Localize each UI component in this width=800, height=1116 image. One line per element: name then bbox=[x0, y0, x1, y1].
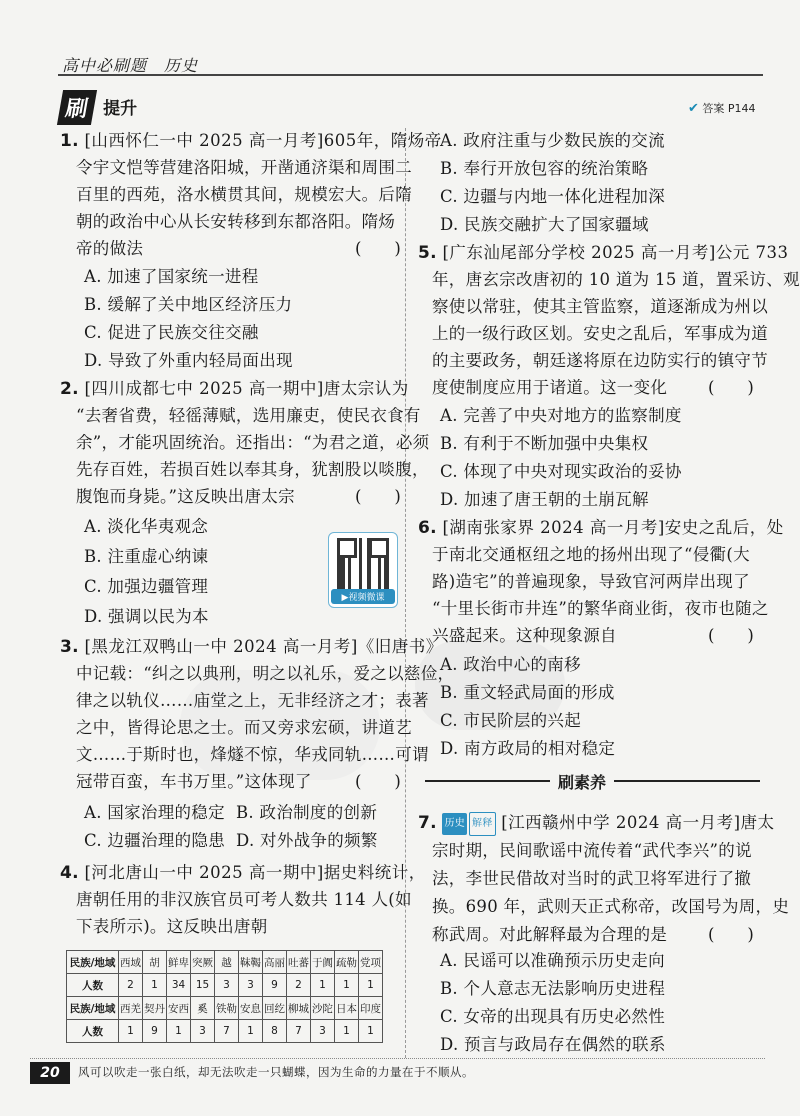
table-row bbox=[67, 1020, 383, 1043]
answer-page: 答案 P144 bbox=[702, 102, 756, 115]
table-cell: 回纥 bbox=[263, 997, 287, 1020]
question-number: 2. bbox=[60, 379, 79, 399]
table-cell: 党项 bbox=[359, 951, 383, 974]
table-cell: 西域 bbox=[119, 951, 143, 974]
answer-blank[interactable]: ( ) bbox=[708, 925, 754, 944]
option-a[interactable]: A. 完善了中央对地方的监察制度 bbox=[440, 406, 682, 425]
q3-line: 3. [黑龙江双鸭山一中 2024 高一月考]《旧唐书》 bbox=[60, 637, 443, 657]
question-number: 1. bbox=[60, 131, 79, 151]
footer-motto: 风可以吹走一张白纸，却无法吹走一只蝴蝶，因为生命的力量在于不顺从。 bbox=[78, 1065, 474, 1079]
q6-line: “十里长街市井连”的繁华商业街，夜市也随之 bbox=[432, 599, 769, 618]
table-cell: 1 bbox=[359, 1020, 383, 1043]
q5-line: 的主要政务，朝廷遂将原在边防实行的镇守节 bbox=[432, 351, 768, 370]
q5-line: 5. [广东汕尾部分学校 2025 高一月考]公元 733 bbox=[418, 243, 789, 263]
table-cell: 于阗 bbox=[311, 951, 335, 974]
answer-blank[interactable]: ( ) bbox=[355, 772, 401, 791]
running-header bbox=[58, 50, 763, 76]
table-cell: 9 bbox=[263, 974, 287, 997]
table-cell: 2 bbox=[119, 974, 143, 997]
option-b[interactable]: B. 注重虚心纳谏 bbox=[84, 547, 209, 566]
table-cell: 柳城 bbox=[287, 997, 311, 1020]
answer-blank[interactable]: ( ) bbox=[708, 626, 754, 645]
table-cell: 铁勒 bbox=[215, 997, 239, 1020]
history-tag: 历史 bbox=[442, 813, 467, 835]
q2-line: 先存百姓，若损百姓以奉其身，犹割股以啖腹， bbox=[76, 460, 429, 479]
table-header-cell: 人数 bbox=[67, 974, 119, 997]
table-cell: 8 bbox=[263, 1020, 287, 1043]
q6-line: 6. [湖南张家界 2024 高一月考]安史之乱后，处 bbox=[418, 518, 784, 538]
table-cell: 1 bbox=[335, 974, 359, 997]
table-cell: 西羌 bbox=[119, 997, 143, 1020]
q7-line: 法，李世民借故对当时的武卫将军进行了撤 bbox=[432, 869, 752, 888]
table-cell: 奚 bbox=[191, 997, 215, 1020]
option-c[interactable]: C. 市民阶层的兴起 bbox=[440, 711, 582, 730]
logo-subtitle: 提升 bbox=[103, 99, 138, 119]
option-d[interactable]: D. 南方政局的相对稳定 bbox=[440, 739, 616, 758]
question-number: 5. bbox=[418, 243, 437, 263]
table-cell: 1 bbox=[143, 974, 167, 997]
option-a[interactable]: A. 加速了国家统一进程 bbox=[84, 267, 259, 286]
option-b[interactable]: B. 个人意志无法影响历史进程 bbox=[440, 979, 666, 998]
q5-line: 年，唐玄宗改唐初的 10 道为 15 道，置采访、观 bbox=[432, 270, 800, 289]
q2-line: 2. [四川成都七中 2025 高一期中]唐太宗认为 bbox=[60, 379, 409, 399]
q4-line: 4. [河北唐山一中 2025 高一期中]据史料统计， bbox=[60, 863, 426, 883]
question-number: 6. bbox=[418, 518, 437, 538]
question-number: 4. bbox=[60, 863, 79, 883]
table-cell: 2 bbox=[287, 974, 311, 997]
table-header-cell: 人数 bbox=[67, 1020, 119, 1043]
q6-line: 于南北交通枢纽之地的扬州出现了“侵衢(大 bbox=[432, 545, 750, 564]
option-c[interactable]: C. 女帝的出现具有历史必然性 bbox=[440, 1007, 666, 1026]
table-cell: 9 bbox=[143, 1020, 167, 1043]
video-lesson-label: ▶视频微课 bbox=[331, 589, 395, 604]
option-b[interactable]: B. 有利于不断加强中央集权 bbox=[440, 434, 649, 453]
option-c[interactable]: C. 边疆治理的隐患 bbox=[84, 831, 226, 850]
table-cell: 胡 bbox=[143, 951, 167, 974]
table-header-cell: 民族/地域 bbox=[67, 951, 119, 974]
ethnic-officials-table bbox=[66, 950, 383, 1043]
option-c[interactable]: C. 加强边疆管理 bbox=[84, 577, 209, 596]
q1-line: 令宇文恺等营建洛阳城，开凿通济渠和周围二 bbox=[76, 158, 412, 177]
option-d[interactable]: D. 加速了唐王朝的土崩瓦解 bbox=[440, 490, 649, 509]
answer-reference bbox=[688, 100, 756, 116]
option-c[interactable]: C. 边疆与内地一体化进程加深 bbox=[440, 187, 666, 206]
table-cell: 靺鞨 bbox=[239, 951, 263, 974]
q7-line: 宗时期，民间歌谣中流传着“武代李兴”的说 bbox=[432, 841, 752, 860]
table-cell: 7 bbox=[215, 1020, 239, 1043]
table-cell: 疏勒 bbox=[335, 951, 359, 974]
answer-blank[interactable]: ( ) bbox=[355, 487, 401, 506]
table-cell: 越 bbox=[215, 951, 239, 974]
q7-line: 7. 历史 解释 [江西赣州中学 2024 高一月考]唐太 bbox=[418, 812, 775, 836]
question-number: 3. bbox=[60, 637, 79, 657]
option-a[interactable]: A. 政治中心的南移 bbox=[440, 655, 581, 674]
footer-rule bbox=[30, 1058, 765, 1059]
table-cell: 1 bbox=[119, 1020, 143, 1043]
option-d[interactable]: D. 预言与政局存在偶然的联系 bbox=[440, 1035, 666, 1054]
table-row bbox=[67, 997, 383, 1020]
section-heading bbox=[425, 770, 760, 792]
table-cell: 7 bbox=[287, 1020, 311, 1043]
table-cell: 安西 bbox=[167, 997, 191, 1020]
check-icon: ✔ bbox=[688, 101, 699, 116]
option-b[interactable]: B. 缓解了关中地区经济压力 bbox=[84, 295, 293, 314]
qr-code-icon bbox=[337, 538, 389, 590]
q3-line: 律之以轨仪……庙堂之上，无非经济之才；表著 bbox=[76, 691, 429, 710]
table-cell: 15 bbox=[191, 974, 215, 997]
table-cell: 沙陀 bbox=[311, 997, 335, 1020]
option-d[interactable]: D. 导致了外重内轻局面出现 bbox=[84, 351, 293, 370]
table-cell: 3 bbox=[239, 974, 263, 997]
option-b[interactable]: B. 政治制度的创新 bbox=[236, 803, 378, 822]
q1-line: 朝的政治中心从长安转移到东都洛阳。隋炀 bbox=[76, 212, 396, 231]
q5-line: 上的一级行政区划。安史之乱后，军事成为道 bbox=[432, 324, 768, 343]
q6-line: 兴盛起来。这种现象源自 bbox=[432, 626, 617, 645]
question-number: 7. bbox=[418, 813, 437, 833]
answer-blank[interactable]: ( ) bbox=[708, 378, 754, 397]
answer-blank[interactable]: ( ) bbox=[355, 239, 401, 258]
option-a[interactable]: A. 民谣可以准确预示历史走向 bbox=[440, 951, 665, 970]
q7-line: 换。690 年，武则天正式称帝，改国号为周，史 bbox=[432, 897, 790, 916]
q3-line: 冠带百蛮，车书万里。”这体现了 bbox=[76, 772, 312, 791]
option-c[interactable]: C. 促进了民族交往交融 bbox=[84, 323, 259, 342]
option-c[interactable]: C. 体现了中央对现实政治的妥协 bbox=[440, 462, 682, 481]
table-cell: 3 bbox=[215, 974, 239, 997]
table-cell: 1 bbox=[167, 1020, 191, 1043]
table-cell: 鲜卑 bbox=[167, 951, 191, 974]
q4-line: 下表所示)。这反映出唐朝 bbox=[76, 917, 268, 936]
table-cell: 吐蕃 bbox=[287, 951, 311, 974]
option-a[interactable]: A. 淡化华夷观念 bbox=[84, 517, 209, 536]
book-title: 高中必刷题 历史 bbox=[62, 56, 199, 75]
table-cell: 1 bbox=[239, 1020, 263, 1043]
table-cell: 印度 bbox=[359, 997, 383, 1020]
q2-line: 腹饱而身毙。”这反映出唐太宗 bbox=[76, 487, 295, 506]
option-d[interactable]: D. 民族交融扩大了国家疆域 bbox=[440, 215, 649, 234]
table-cell: 日本 bbox=[335, 997, 359, 1020]
q5-line: 度使制度应用于诸道。这一变化 bbox=[432, 378, 668, 397]
table-header-cell: 民族/地域 bbox=[67, 997, 119, 1020]
q3-line: 之中，皆得论思之士。而又旁求宏硕，讲道艺 bbox=[76, 718, 412, 737]
table-row bbox=[67, 951, 383, 974]
video-qr-code[interactable] bbox=[328, 532, 398, 608]
section-logo bbox=[60, 90, 137, 124]
option-a[interactable]: A. 政府注重与少数民族的交流 bbox=[440, 131, 665, 150]
table-cell: 3 bbox=[191, 1020, 215, 1043]
page-number: 20 bbox=[30, 1062, 70, 1084]
section-title: 刷素养 bbox=[550, 770, 614, 793]
table-row bbox=[67, 974, 383, 997]
q7-line: 称武周。对此解释最为合理的是 bbox=[432, 925, 668, 944]
table-cell: 3 bbox=[311, 1020, 335, 1043]
q3-line: 中记载：“纠之以典刑，明之以礼乐，爱之以慈俭， bbox=[76, 664, 455, 683]
q2-line: “去奢省费，轻徭薄赋，选用廉吏，使民衣食有 bbox=[76, 406, 421, 425]
option-d[interactable]: D. 强调以民为本 bbox=[84, 607, 209, 626]
q2-line: 余”，才能巩固统治。还指出：“为君之道，必须 bbox=[76, 433, 430, 452]
table-cell: 1 bbox=[359, 974, 383, 997]
q4-line: 唐朝任用的非汉族官员可考人数共 114 人(如 bbox=[76, 890, 412, 909]
q3-line: 文……于斯时也，烽燧不惊，华戎同轨……可谓 bbox=[76, 745, 429, 764]
table-cell: 34 bbox=[167, 974, 191, 997]
option-b[interactable]: B. 重文轻武局面的形成 bbox=[440, 683, 615, 702]
table-cell: 1 bbox=[335, 1020, 359, 1043]
q1-line: 帝的做法 bbox=[76, 239, 144, 258]
q1-line: 1. [山西怀仁一中 2025 高一月考]605年，隋炀帝 bbox=[60, 131, 442, 151]
table-cell: 契丹 bbox=[143, 997, 167, 1020]
option-b[interactable]: B. 奉行开放包容的统治策略 bbox=[440, 159, 649, 178]
table-cell: 安息 bbox=[239, 997, 263, 1020]
column-divider bbox=[405, 128, 406, 1058]
table-cell: 突厥 bbox=[191, 951, 215, 974]
table-cell: 1 bbox=[311, 974, 335, 997]
interpretation-tag: 解释 bbox=[469, 812, 496, 836]
q6-line: 路)造宅”的普遍现象，导致官河两岸出现了 bbox=[432, 572, 750, 591]
logo-char: 刷 bbox=[57, 90, 97, 125]
q1-line: 百里的西苑，洛水横贯其间，规模宏大。后隋 bbox=[76, 185, 412, 204]
option-d[interactable]: D. 对外战争的频繁 bbox=[236, 831, 378, 850]
table-cell: 高丽 bbox=[263, 951, 287, 974]
q5-line: 察使以常驻，使其主管监察，道逐渐成为州以 bbox=[432, 297, 768, 316]
option-a[interactable]: A. 国家治理的稳定 bbox=[84, 803, 225, 822]
